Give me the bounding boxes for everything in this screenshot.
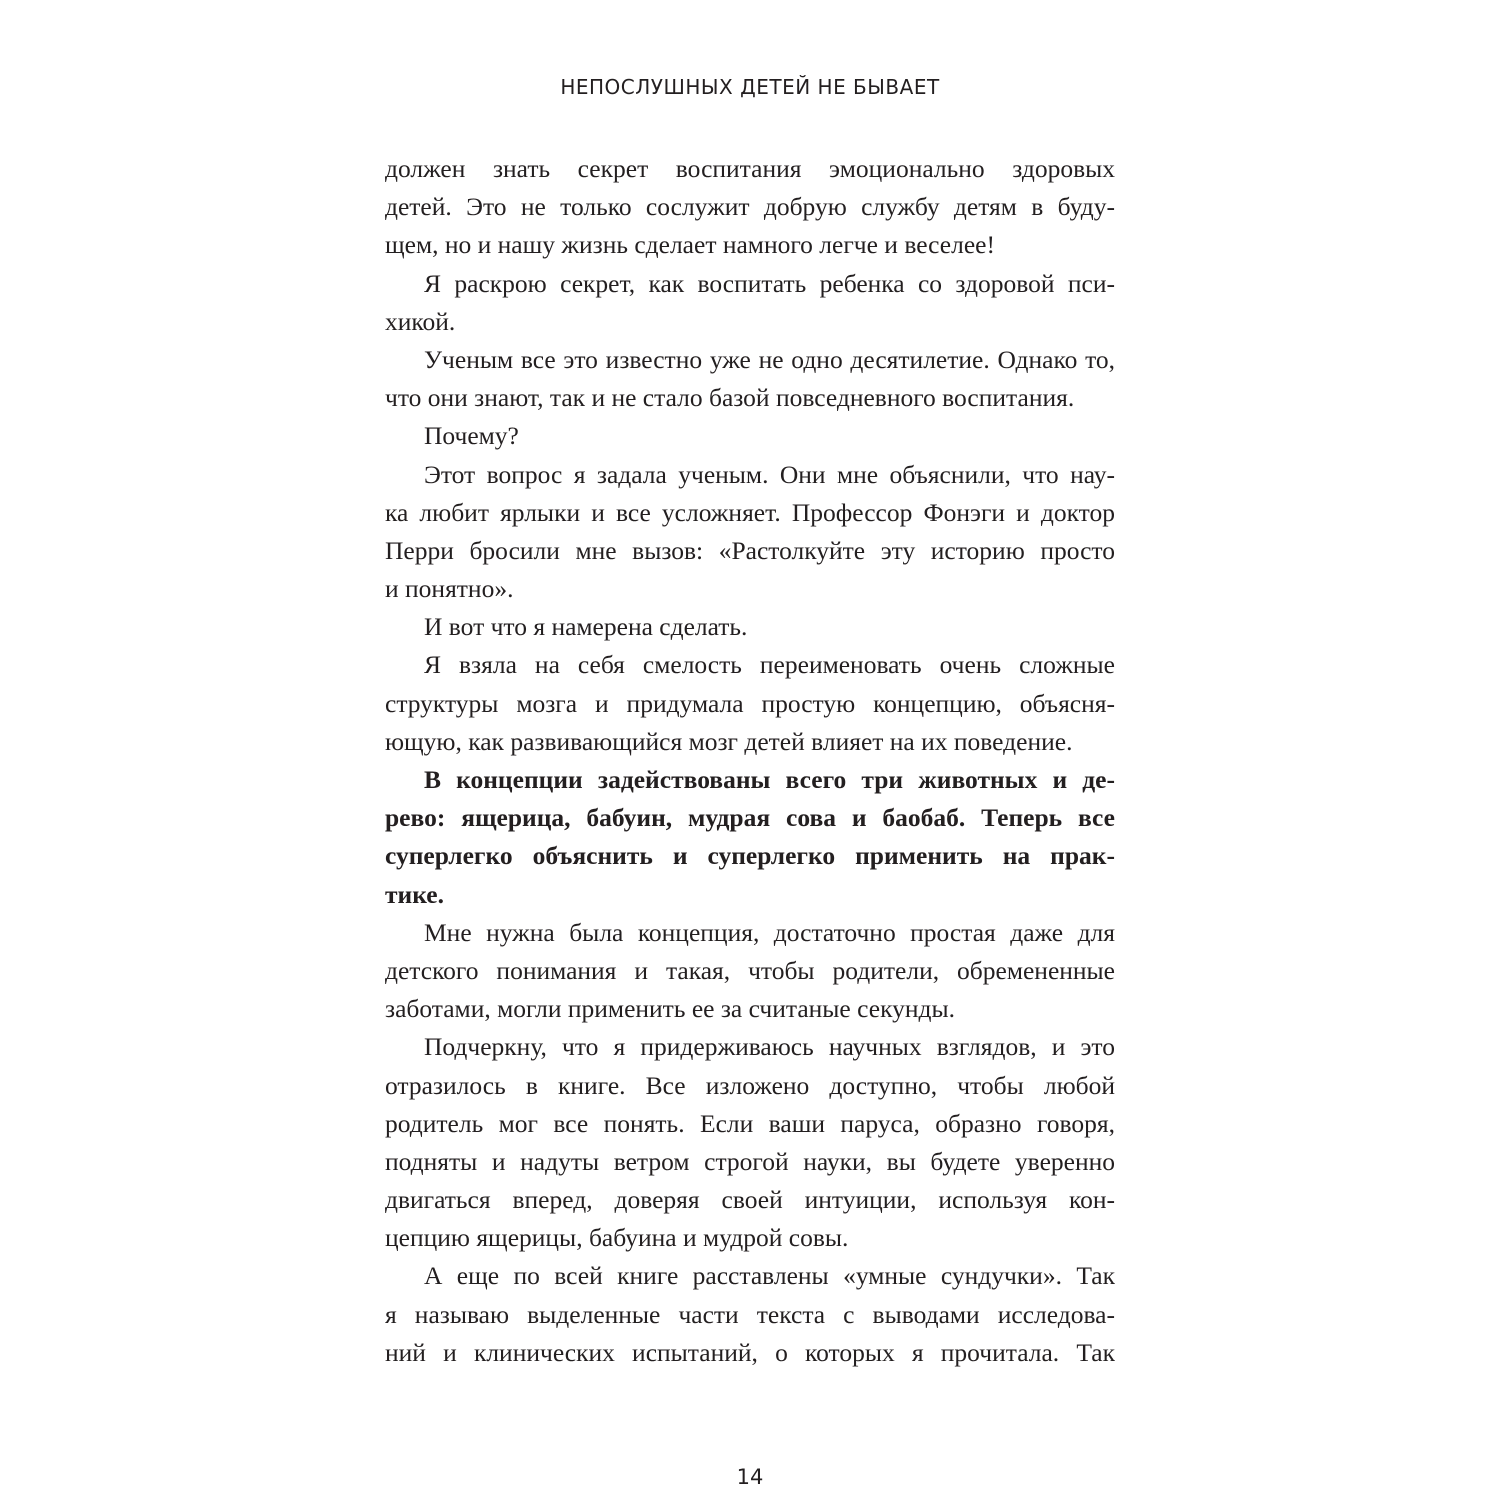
text-line: подняты и надуты ветром строгой науки, вы будете уверенно [385,1146,1115,1176]
text-line: детского понимания и такая, чтобы родители, обремененные [385,955,1115,985]
page-number: 14 [736,1465,764,1489]
bold-text-line: суперлегко объяснить и суперлегко применить на прак- [385,841,1115,871]
text-line: родитель мог все понять. Если ваши паруса, образно говоря, [385,1108,1115,1138]
text-line: И вот что я намерена сделать. [424,612,748,642]
text-line: щем, но и нашу жизнь сделает намного легче и веселее! [385,230,995,260]
text-line: цепцию ящерицы, бабуина и мудрой совы. [385,1223,849,1253]
text-line: хикой. [385,306,456,336]
text-line: детей. Это не только сослужит добрую службу детям в буду- [385,192,1115,222]
text-line: Почему? [424,421,519,451]
text-line: ний и клинических испытаний, о которых я прочитала. Так [385,1337,1115,1367]
text-line: и понятно». [385,574,514,604]
bold-text-line: рево: ящерица, бабуин, мудрая сова и баобаб. Теперь все [385,803,1115,833]
text-line: Перри бросили мне вызов: «Растолкуйте эту историю просто [385,535,1115,565]
text-line: ющую, как развивающийся мозг детей влияет на их поведение. [385,726,1073,756]
running-header: НЕПОСЛУШНЫХ ДЕТЕЙ НЕ БЫВАЕТ [560,75,940,99]
text-line: Я раскрою секрет, как воспитать ребенка со здоровой пси- [424,268,1115,298]
text-line: заботами, могли применить ее за считаные секунды. [385,994,955,1024]
text-line: Этот вопрос я задала ученым. Они мне объяснили, что нау- [424,459,1115,489]
text-line: двигаться вперед, доверяя своей интуиции, используя кон- [385,1185,1115,1215]
text-line: отразилось в книге. Все изложено доступно, чтобы любой [385,1070,1115,1100]
text-line: что они знают, так и не стало базой повседневного воспитания. [385,383,1075,413]
text-line: ка любит ярлыки и все усложняет. Профессор Фонэги и доктор [385,497,1115,527]
text-line: Подчеркну, что я придерживаюсь научных взглядов, и это [424,1032,1115,1062]
text-line: А еще по всей книге расставлены «умные сундучки». Так [424,1261,1115,1291]
bold-text-line: тике. [385,879,444,909]
bold-text-line: В концепции задействованы всего три животных и де- [424,765,1115,794]
body-text [385,150,1115,1372]
text-line: Я взяла на себя смелость переименовать очень сложные [424,650,1115,680]
text-line: Ученым все это известно уже не одно десятилетие. Однако то, [424,344,1115,374]
text-line: должен знать секрет воспитания эмоционально здоровых [385,154,1115,183]
text-line: Мне нужна была концепция, достаточно простая даже для [424,917,1115,947]
text-line: я называю выделенные части текста с выводами исследова- [385,1299,1115,1329]
text-line: структуры мозга и придумала простую концепцию, объясня- [385,688,1115,718]
